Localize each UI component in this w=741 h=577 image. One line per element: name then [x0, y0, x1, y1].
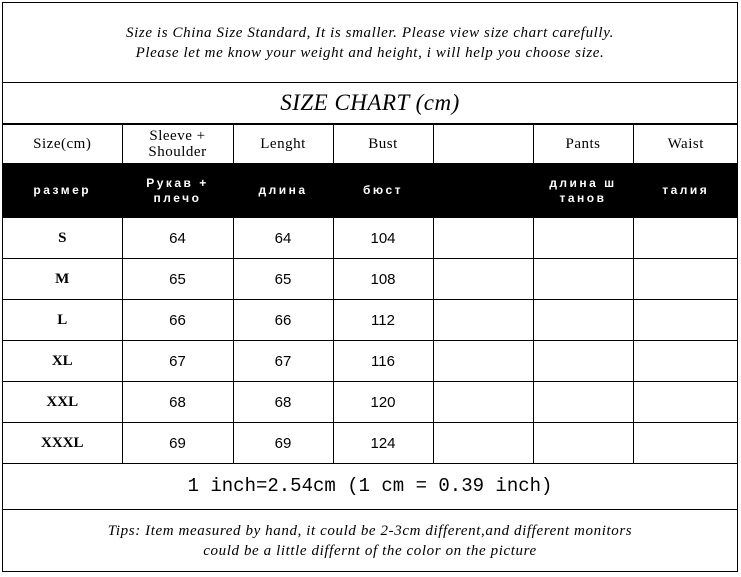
cell-blank [433, 218, 533, 259]
header-ru-waist-label: талия [662, 183, 710, 197]
cell-waist [633, 382, 738, 423]
cell-pants [533, 259, 633, 300]
cell-bust: 108 [333, 259, 433, 300]
header-ru-blank [433, 164, 533, 218]
header-ru-size-label: размер [33, 183, 92, 197]
cell-pants [533, 341, 633, 382]
cell-bust: 120 [333, 382, 433, 423]
unit-conversion: 1 inch=2.54cm (1 cm = 0.39 inch) [3, 462, 737, 510]
cell-sleeve: 64 [122, 218, 233, 259]
header-row-russian [3, 164, 738, 218]
cell-length: 66 [233, 300, 333, 341]
cell-blank [433, 423, 533, 464]
table-row [3, 218, 738, 259]
cell-sleeve: 67 [122, 341, 233, 382]
header-ru-bust-label: бюст [362, 183, 404, 197]
cell-pants [533, 218, 633, 259]
cell-waist [633, 341, 738, 382]
header-ru-length-label: длина [258, 183, 308, 197]
header-ru-bust [333, 164, 433, 218]
table-row [3, 259, 738, 300]
header-waist-label: Waist [667, 136, 704, 152]
header-sleeve [122, 125, 233, 164]
cell-blank [433, 382, 533, 423]
header-sleeve-label: Sleeve + Shoulder [148, 128, 207, 160]
header-waist [633, 125, 738, 164]
table-row [3, 300, 738, 341]
cell-blank [433, 341, 533, 382]
cell-pants [533, 423, 633, 464]
size-table [3, 124, 738, 464]
cell-length: 65 [233, 259, 333, 300]
cell-bust: 104 [333, 218, 433, 259]
cell-pants [533, 382, 633, 423]
chart-title: SIZE CHART (cm) [3, 83, 737, 124]
cell-bust: 124 [333, 423, 433, 464]
cell-waist [633, 259, 738, 300]
cell-bust: 112 [333, 300, 433, 341]
table-row [3, 341, 738, 382]
cell-sleeve: 66 [122, 300, 233, 341]
header-ru-size [3, 164, 122, 218]
header-size-label: Size(cm) [33, 136, 92, 152]
cell-pants [533, 300, 633, 341]
cell-waist [633, 300, 738, 341]
cell-length: 64 [233, 218, 333, 259]
header-ru-sleeve [122, 164, 233, 218]
header-pants [533, 125, 633, 164]
notice-line-2: Please let me know your weight and height, i will help you choose size. [135, 44, 605, 61]
header-bust-label: Bust [368, 136, 398, 152]
tips-line-2: could be a little differnt of the color on the picture [203, 542, 537, 559]
cell-bust: 116 [333, 341, 433, 382]
header-size [3, 125, 122, 164]
cell-length: 68 [233, 382, 333, 423]
size-chart-frame [2, 2, 738, 572]
header-row-english [3, 125, 738, 164]
cell-size: XXXL [3, 423, 122, 464]
header-length-label: Lenght [260, 136, 306, 152]
header-bust [333, 125, 433, 164]
cell-waist [633, 423, 738, 464]
cell-size: XL [3, 341, 122, 382]
cell-length: 67 [233, 341, 333, 382]
cell-blank [433, 259, 533, 300]
table-row [3, 423, 738, 464]
cell-size: XXL [3, 382, 122, 423]
cell-length: 69 [233, 423, 333, 464]
header-ru-length [233, 164, 333, 218]
tips-line-1: Tips: Item measured by hand, it could be 2-3cm different,and different monitors [107, 522, 633, 539]
header-ru-pants-label: длина ш танов [549, 175, 617, 205]
cell-waist [633, 218, 738, 259]
size-notice [3, 3, 737, 83]
header-ru-pants [533, 164, 633, 218]
header-blank [433, 125, 533, 164]
cell-sleeve: 68 [122, 382, 233, 423]
cell-sleeve: 69 [122, 423, 233, 464]
cell-sleeve: 65 [122, 259, 233, 300]
header-pants-label: Pants [565, 136, 601, 152]
table-row [3, 382, 738, 423]
cell-size: L [3, 300, 122, 341]
header-ru-waist [633, 164, 738, 218]
header-ru-sleeve-label: Рукав + плечо [146, 175, 209, 205]
cell-blank [433, 300, 533, 341]
tips-note [3, 510, 737, 571]
notice-line-1: Size is China Size Standard, It is smaller. Please view size chart carefully. [126, 24, 614, 41]
cell-size: M [3, 259, 122, 300]
header-length [233, 125, 333, 164]
cell-size: S [3, 218, 122, 259]
